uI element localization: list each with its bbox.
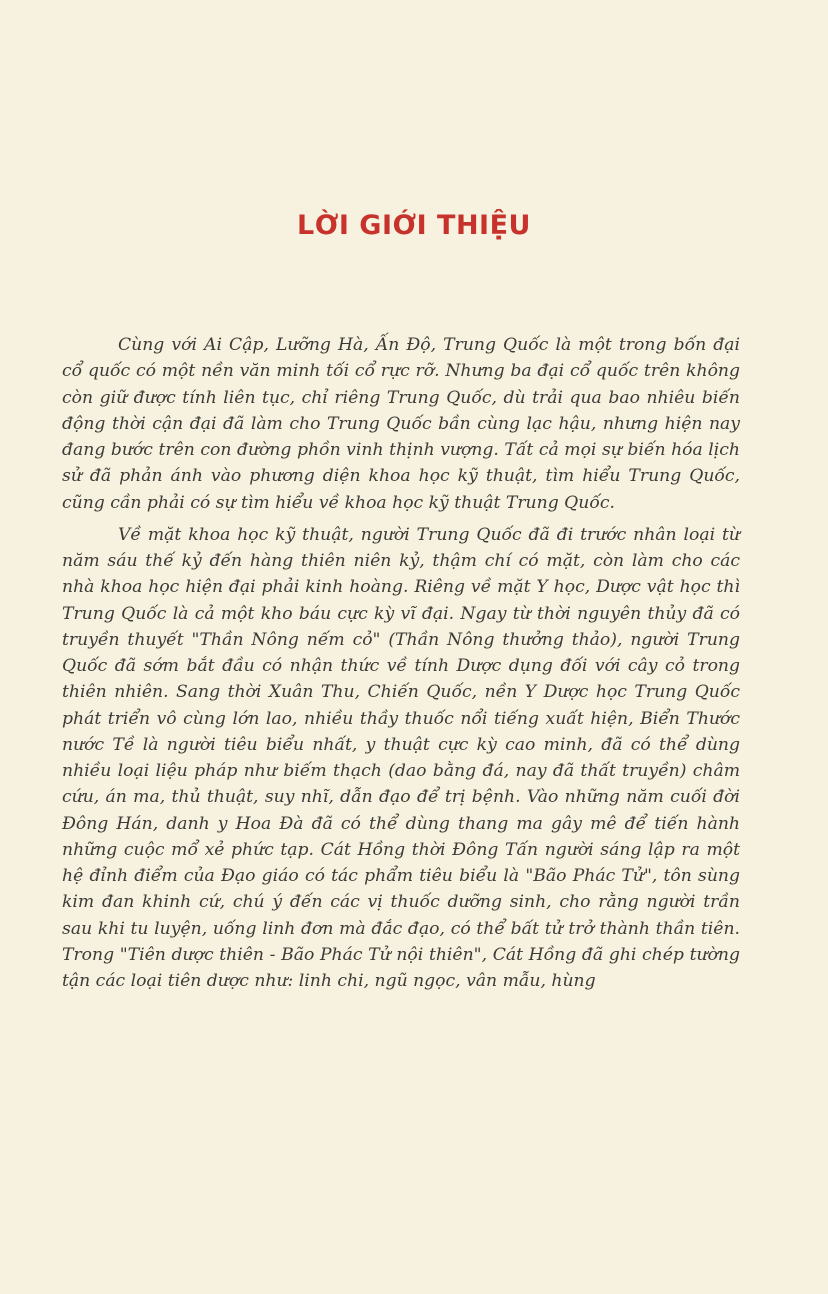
page-title: LỜI GIỚI THIỆU xyxy=(297,210,531,241)
body-text xyxy=(62,332,740,1000)
paragraph-2: Về mặt khoa học kỹ thuật, người Trung Quốc đã đi trước nhân loại từ năm sáu thế kỷ đến hàng thiên niên kỷ, thậm chí có mặt, còn làm cho các nhà khoa học hiện đại phải kinh hoàng. Riêng về mặt Y học, Dược vật học thì Trung Quốc là cả một kho báu cực kỳ vĩ đại. Ngay từ thời nguyên thủy đã có truyền thuyết "Thần Nông nếm cỏ" (Thần Nông thưởng thảo), người Trung Quốc đã sớm bắt đầu có nhận thức về tính Dược dụng đối với cây cỏ trong thiên nhiên. Sang thời Xuân Thu, Chiến Quốc, nền Y Dược học Trung Quốc phát triển vô cùng lớn lao, nhiều thầy thuốc nổi tiếng xuất hiện, Biển Thước nước Tề là người tiêu biểu nhất, y thuật cực kỳ cao minh, đã có thể dùng nhiều loại liệu pháp như biếm thạch (dao bằng đá, nay đã thất truyền) châm cứu, án ma, thủ thuật, suy nhĩ, dẫn đạo để trị bệnh. Vào những năm cuối đời Đông Hán, danh y Hoa Đà đã có thể dùng thang ma gây mê để tiến hành những cuộc mổ xẻ phức tạp. Cát Hồng thời Đông Tấn người sáng lập ra một hệ đỉnh điểm của Đạo giáo có tác phẩm tiêu biểu là "Bão Phác Tử", tôn sùng kim đan khinh cứ, chú ý đến các vị thuốc dưỡng sinh, cho rằng người trần sau khi tu luyện, uống linh đơn mà đắc đạo, có thể bất tử trở thành thần tiên. Trong "Tiên dược thiên - Bão Phác Tử nội thiên", Cát Hồng đã ghi chép tường tận các loại tiên dược như: linh chi, ngũ ngọc, vân mẫu, hùng xyxy=(62,524,740,991)
paragraph-1: Cùng với Ai Cập, Lưỡng Hà, Ấn Độ, Trung Quốc là một trong bốn đại cổ quốc có một nền văn minh tối cổ rực rỡ. Nhưng ba đại cổ quốc trên không còn giữ được tính liên tục, chỉ riêng Trung Quốc, dù trải qua bao nhiêu biến động thời cận đại đã làm cho Trung Quốc bần cùng lạc hậu, nhưng hiện nay đang bước trên con đường phồn vinh thịnh vượng. Tất cả mọi sự biến hóa lịch sử đã phản ánh vào phương diện khoa học kỹ thuật, tìm hiểu Trung Quốc, cũng cần phải có sự tìm hiểu về khoa học kỹ thuật Trung Quốc. xyxy=(62,335,740,513)
